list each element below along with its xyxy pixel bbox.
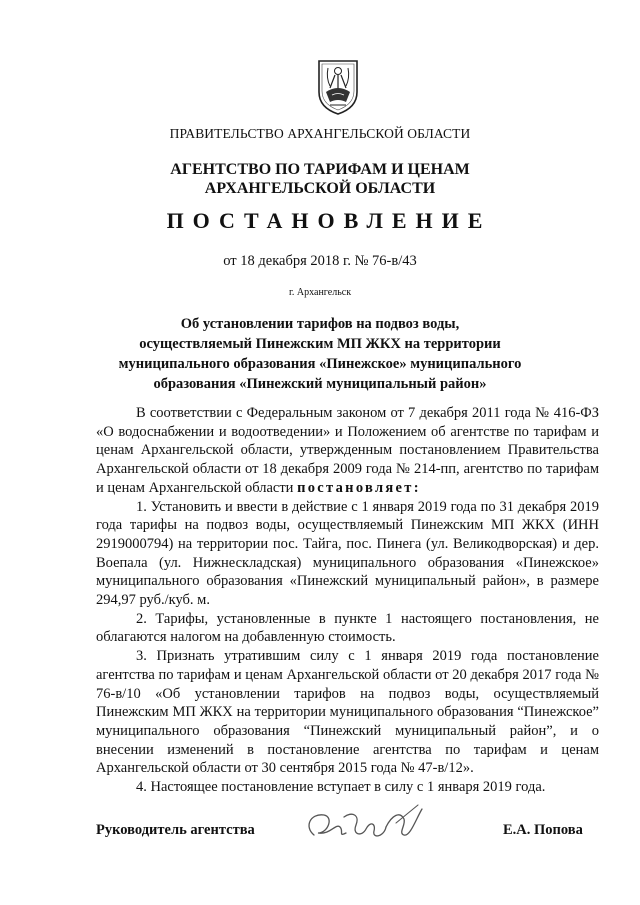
preamble-text: В соответствии с Федеральным законом от 7 декабря 2011 года № 416-ФЗ «О водоснабжении и водоотведении» и Положением об агентстве по тарифам и ценам Архангельской области, утвержденным постановлением Правительства Архангельской области от 18 декабря 2009 года № 214-пп, агентство по тарифам и ценам Архангельской области xyxy=(96,405,599,496)
signatory-name: Е.А. Попова xyxy=(503,822,583,838)
document-date-number: от 18 декабря 2018 г. № 76-в/43 xyxy=(223,253,417,269)
signatory-position: Руководитель агентства xyxy=(96,822,255,838)
clause-3: 3. Признать утратившим силу с 1 января 2019 года постановление агентства по тарифам и ценам Архангельской области от 20 декабря 2017 года № 76-в/10 «Об установлении тарифов на подвоз воды, осуществляемый Пинежским МП ЖКХ на территории муниципального образования “Пинежское” муниципального образования “Пинежский муниципальный район”, и о внесении изменений в постановление агентства по тарифам и ценам Архангельской области от 30 сентября 2015 года № 47-в/12». xyxy=(96,648,599,777)
subject-line2: осуществляемый Пинежским МП ЖКХ на территории xyxy=(139,336,501,352)
clause-2: 2. Тарифы, установленные в пункте 1 настоящего постановления, не облагаются налогом на добавленную стоимость. xyxy=(96,610,599,646)
government-name: ПРАВИТЕЛЬСТВО АРХАНГЕЛЬСКОЙ ОБЛАСТИ xyxy=(169,126,471,141)
agency-name-line1: АГЕНТСТВО ПО ТАРИФАМ И ЦЕНАМ xyxy=(170,161,470,178)
subject-line3: муниципального образования «Пинежское» муниципального xyxy=(118,356,522,372)
resolves-word: постановляет: xyxy=(297,479,421,496)
city-name: г. Архангельск xyxy=(288,287,352,298)
coat-of-arms-icon xyxy=(316,58,360,116)
document-subject xyxy=(0,314,640,394)
agency-name xyxy=(0,160,640,198)
subject-line1: Об установлении тарифов на подвоз воды, xyxy=(180,316,460,332)
clause-1: 1. Установить и ввести в действие с 1 января 2019 года по 31 декабря 2019 года тарифы на подвоз воды, осуществляемый Пинежским МП ЖКХ (ИНН 2919000794) на территории пос. Тайга, пос. Пинега (ул. Великодворская) и дер. Воепала (ул. Нижнескладская) муниципального образования «Пинежское» муниципального образования «Пинежский муниципальный район», в размере 294,97 руб./куб. м. xyxy=(96,498,599,609)
preamble-paragraph xyxy=(96,404,599,498)
clause-4: 4. Настоящее постановление вступает в силу с 1 января 2019 года. xyxy=(136,779,546,796)
agency-name-line2: АРХАНГЕЛЬСКОЙ ОБЛАСТИ xyxy=(204,180,436,197)
subject-line4: образования «Пинежский муниципальный район» xyxy=(153,376,487,392)
handwritten-signature xyxy=(300,797,430,852)
document-type: ПОСТАНОВЛЕНИЕ xyxy=(166,208,492,233)
document-body xyxy=(96,404,599,797)
